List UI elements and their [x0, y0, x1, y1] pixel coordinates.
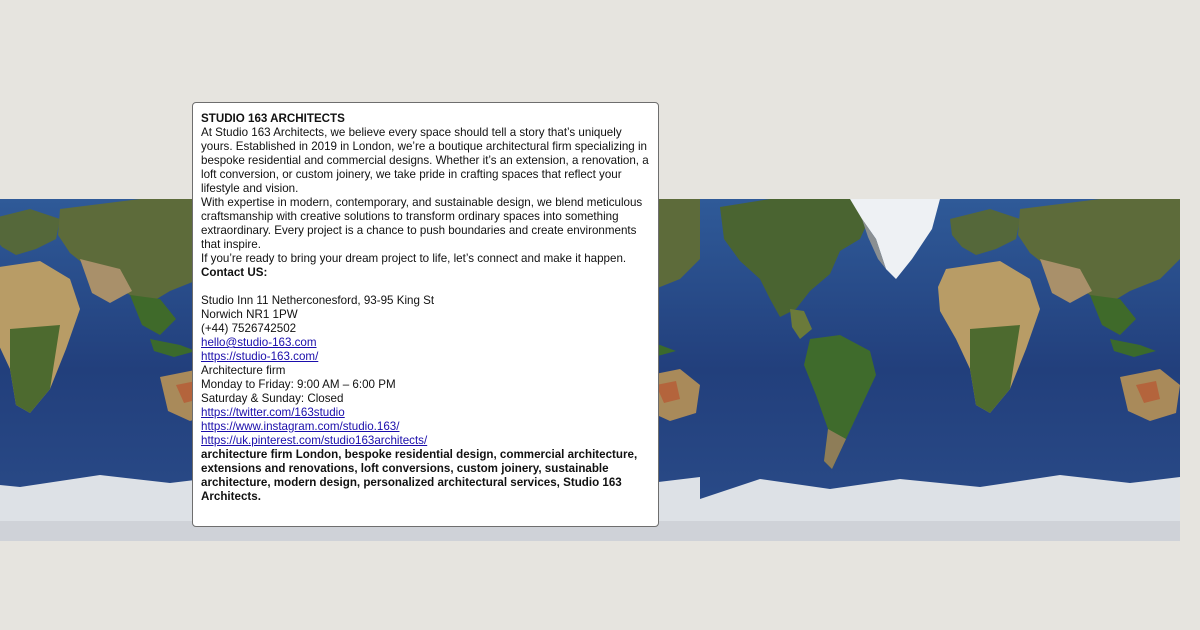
business-category: Architecture firm	[201, 364, 286, 377]
expertise-text: With expertise in modern, contemporary, and sustainable design, we blend meticulous craftsmanship with creative solutions to transform ordinary spaces into something extraordinary. Every project is a chance to push boundaries and create environments that inspire.	[201, 196, 643, 251]
pinterest-link[interactable]: https://uk.pinterest.com/studio163architects/	[201, 434, 428, 447]
address-line-1: Studio Inn 11 Netherconesford, 93-95 King St	[201, 294, 435, 307]
twitter-link[interactable]: https://twitter.com/163studio	[201, 406, 345, 419]
website-link[interactable]: https://studio-163.com/	[201, 350, 319, 363]
popup-title: STUDIO 163 ARCHITECTS	[201, 112, 345, 125]
contact-heading: Contact US:	[201, 266, 268, 279]
instagram-link[interactable]: https://www.instagram.com/studio.163/	[201, 420, 400, 433]
phone-number: (+44) 7526742502	[201, 322, 297, 335]
spacer	[201, 280, 650, 294]
hours-weekday: Monday to Friday: 9:00 AM – 6:00 PM	[201, 378, 396, 391]
keywords-text: architecture firm London, bespoke residential design, commercial architecture, extensions and renovations, loft conversions, custom joinery, sustainable architecture, modern design, personalized architectural services, Studio 163 Architects.	[201, 448, 638, 503]
address-line-2: Norwich NR1 1PW	[201, 308, 298, 321]
hours-weekend: Saturday & Sunday: Closed	[201, 392, 344, 405]
cta-text: If you’re ready to bring your dream project to life, let’s connect and make it happen.	[201, 252, 627, 265]
business-info-popup	[192, 102, 659, 527]
email-link[interactable]: hello@studio-163.com	[201, 336, 317, 349]
intro-text: At Studio 163 Architects, we believe every space should tell a story that’s uniquely yours. Established in 2019 in London, we’re a boutique architectural firm specializing in bespoke residential and commercial designs. Whether it’s an extension, a renovation, a loft conversion, or custom joinery, we take pride in crafting spaces that reflect your lifestyle and vision.	[201, 126, 649, 195]
